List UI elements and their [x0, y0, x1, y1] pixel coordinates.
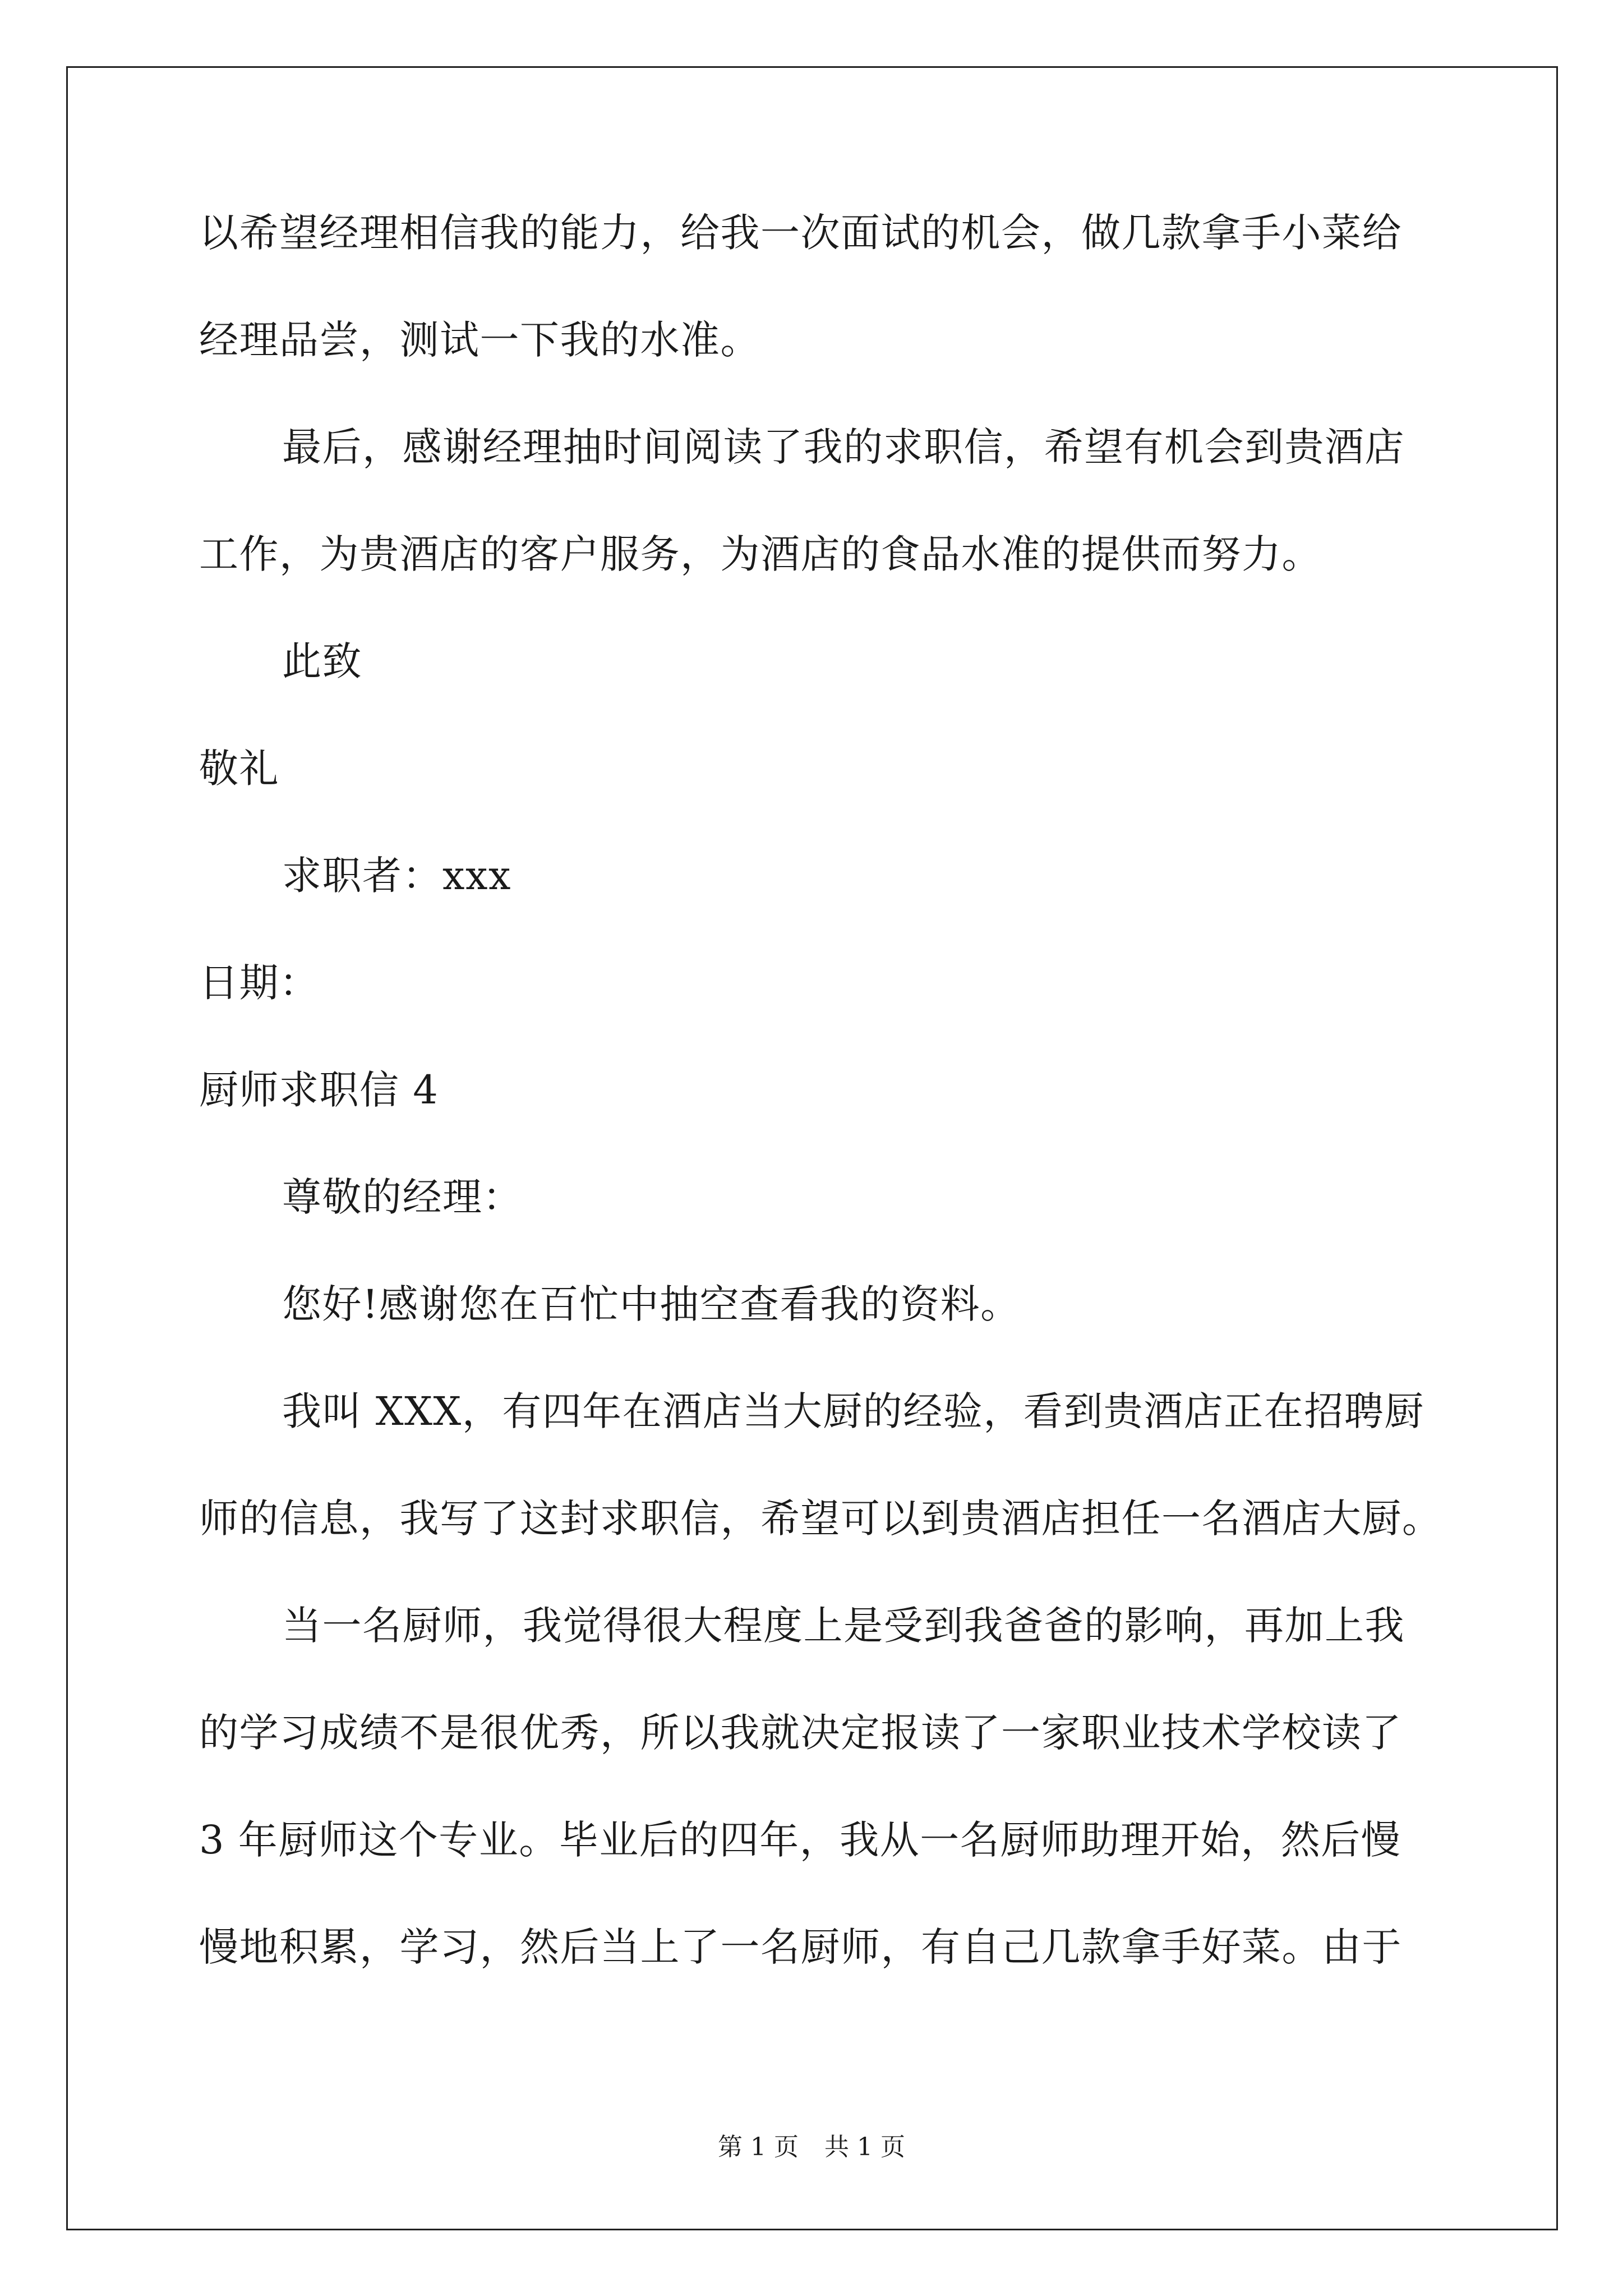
text-line: 的学习成绩不是很优秀，所以我就决定报读了一家职业技术学校读了 [199, 1710, 1402, 1756]
document-body [199, 210, 1442, 1970]
greeting: 尊敬的经理： [282, 1174, 523, 1220]
text-line: 工作，为贵酒店的客户服务，为酒店的食品水准的提供而努力。 [199, 531, 1322, 577]
page-footer [0, 2135, 1623, 2160]
text-line: 慢地积累，学习，然后当上了一名厨师，有自己几款拿手好菜。由于 [199, 1924, 1402, 1970]
text-line: 师的信息，我写了这封求职信，希望可以到贵酒店担任一名酒店大厨。 [199, 1496, 1442, 1542]
text-line: 经理品尝，测试一下我的水准。 [199, 317, 760, 363]
text-line: 您好!感谢您在百忙中抽空查看我的资料。 [282, 1281, 1021, 1327]
page-number-current: 第 1 页 [718, 2133, 799, 2161]
text-line: 3 年厨师这个专业。毕业后的四年，我从一名厨师助理开始，然后慢 [199, 1817, 1401, 1863]
text-line: 最后，感谢经理抽时间阅读了我的求职信，希望有机会到贵酒店 [282, 424, 1405, 470]
text-line: 当一名厨师，我觉得很大程度上是受到我爸爸的影响，再加上我 [282, 1603, 1405, 1649]
section-title: 厨师求职信 4 [199, 1067, 439, 1113]
text-line: 以希望经理相信我的能力，给我一次面试的机会，做几款拿手小菜给 [199, 210, 1402, 256]
applicant-signature: 求职者：xxx [282, 853, 511, 899]
text-line: 我叫 XXX，有四年在酒店当大厨的经验，看到贵酒店正在招聘厨 [282, 1388, 1424, 1434]
date-label: 日期： [199, 960, 320, 1006]
page-number-total: 共 1 页 [824, 2133, 905, 2161]
closing-regards: 敬礼 [199, 746, 279, 792]
closing-salutation: 此致 [282, 638, 362, 684]
